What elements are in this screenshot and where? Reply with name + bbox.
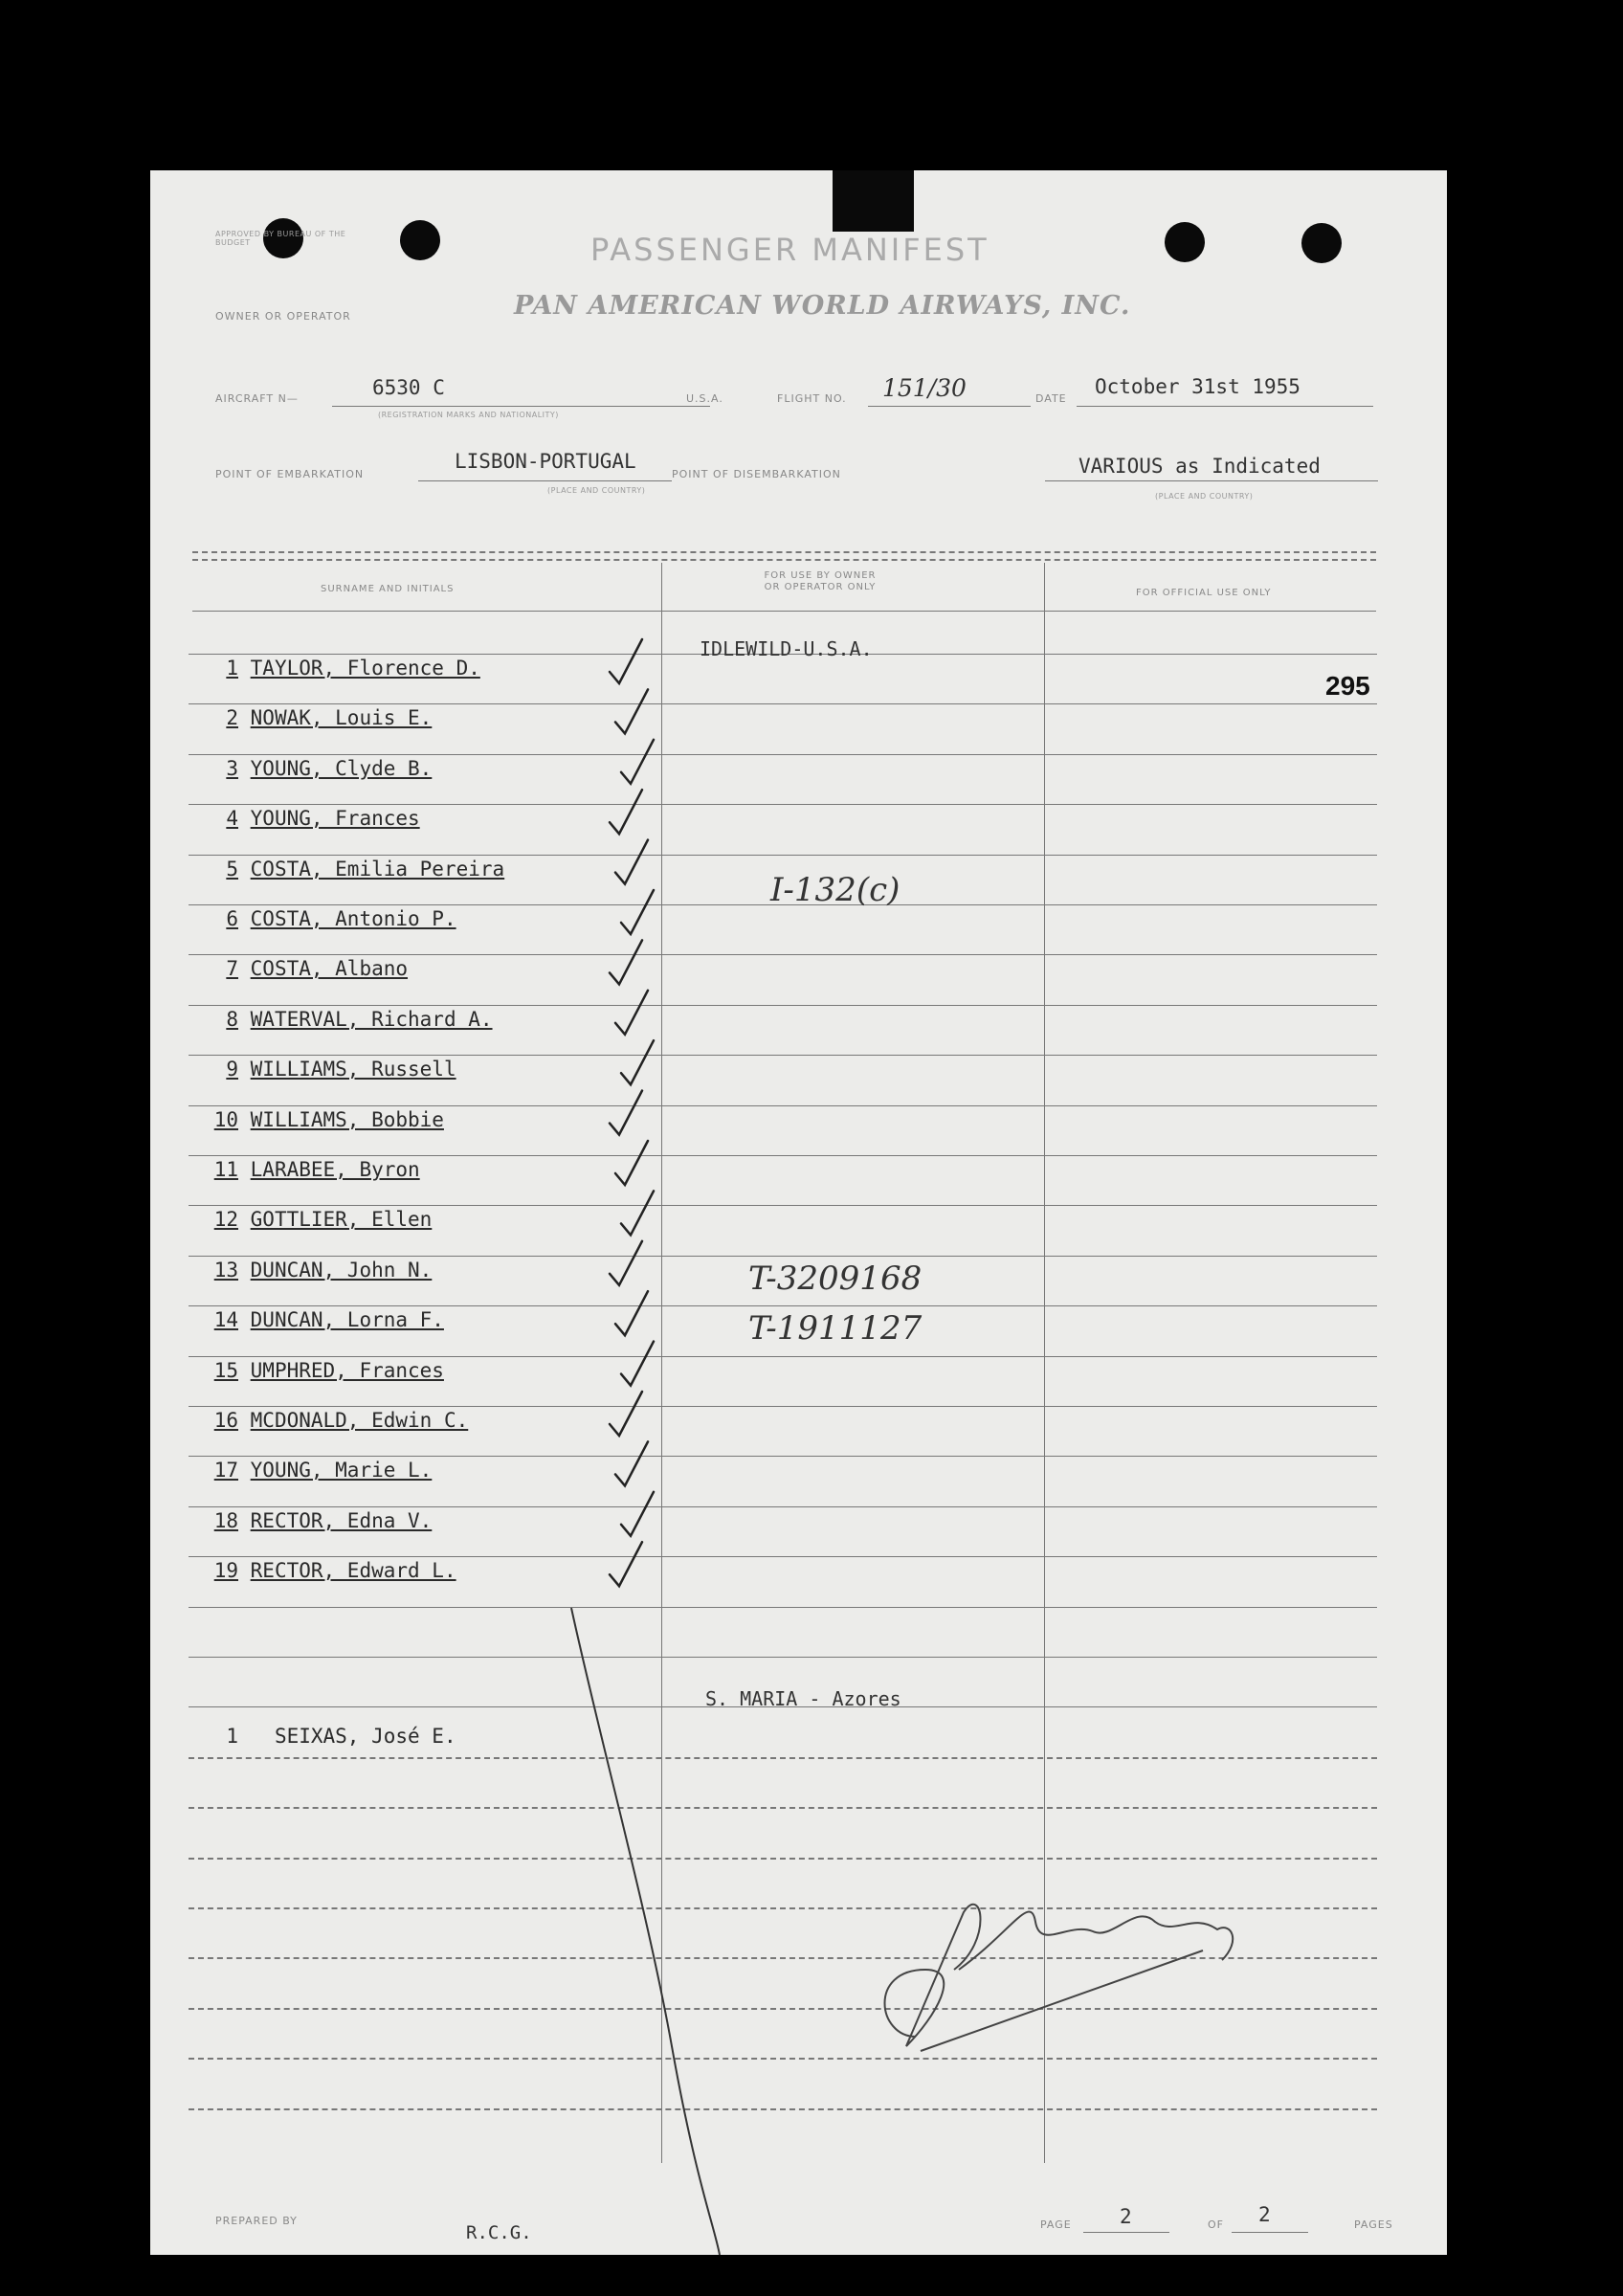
passenger-name: YOUNG, Marie L. <box>250 1459 433 1482</box>
handwritten-note-row13: T-3209168 <box>748 1259 923 1298</box>
check-mark <box>610 790 642 834</box>
check-mark <box>615 1291 648 1335</box>
column-header-official-use: FOR OFFICIAL USE ONLY <box>1136 588 1272 598</box>
passenger-number: 19 <box>213 1559 238 1583</box>
pages-label: PAGES <box>1354 2218 1393 2231</box>
passenger-number: 4 <box>226 807 238 831</box>
passenger-name: WILLIAMS, Bobbie <box>250 1107 444 1131</box>
check-mark <box>621 1191 654 1235</box>
passenger-number: 16 <box>213 1409 238 1432</box>
check-mark <box>615 840 648 884</box>
passenger-name: GOTTLIER, Ellen <box>250 1208 433 1232</box>
aircraft-note: (REGISTRATION MARKS AND NATIONALITY) <box>378 411 559 419</box>
passenger-number: 1 <box>226 1725 238 1748</box>
flight-label: FLIGHT NO. <box>777 392 847 405</box>
disembark-note: (PLACE AND COUNTRY) <box>1155 492 1254 501</box>
passenger-name: DUNCAN, John N. <box>250 1258 433 1282</box>
check-mark <box>615 689 648 733</box>
passenger-name: COSTA, Antonio P. <box>250 907 456 930</box>
passenger-name: TAYLOR, Florence D. <box>250 657 480 680</box>
passenger-name: COSTA, Emilia Pereira <box>250 857 505 881</box>
prepared-by-label: PREPARED BY <box>215 2215 298 2227</box>
owner-label: OWNER OR OPERATOR <box>215 310 351 323</box>
passenger-name: COSTA, Albano <box>250 957 409 981</box>
passenger-name: RECTOR, Edward L. <box>250 1559 456 1583</box>
passenger-number: 5 <box>226 857 238 881</box>
check-mark <box>610 940 642 984</box>
passenger-number: 15 <box>213 1358 238 1382</box>
page-label: PAGE <box>1040 2218 1072 2231</box>
passenger-number: 10 <box>213 1107 238 1131</box>
owner-name: PAN AMERICAN WORLD AIRWAYS, INC. <box>514 291 1131 321</box>
passenger-name: YOUNG, Clyde B. <box>250 756 433 780</box>
signature-mark <box>885 1905 1234 2051</box>
check-mark <box>621 1342 654 1386</box>
of-value: 2 <box>1258 2203 1271 2226</box>
passenger-name: WILLIAMS, Russell <box>250 1058 456 1081</box>
margin-pen-line <box>571 1608 720 2255</box>
passenger-number: 13 <box>213 1258 238 1282</box>
passenger-number: 12 <box>213 1208 238 1232</box>
manifest-title: PASSENGER MANIFEST <box>590 232 989 268</box>
embark-note: (PLACE AND COUNTRY) <box>547 486 646 495</box>
passenger-name: MCDONALD, Edwin C. <box>250 1409 469 1432</box>
passenger-number: 1 <box>226 657 238 680</box>
passenger-name: YOUNG, Frances <box>250 807 420 831</box>
passenger-number: 2 <box>226 706 238 730</box>
of-label: OF <box>1208 2218 1224 2231</box>
flight-value: 151/30 <box>882 374 967 402</box>
prepared-by-value: R.C.G. <box>466 2222 532 2243</box>
check-mark <box>615 991 648 1035</box>
passenger-name: WATERVAL, Richard A. <box>250 1007 493 1031</box>
budget-stamp: APPROVED BY BUREAU OF THE BUDGET <box>215 230 346 247</box>
passenger-number: 3 <box>226 756 238 780</box>
passenger-number: 8 <box>226 1007 238 1031</box>
page-value: 2 <box>1120 2205 1132 2228</box>
passenger-number: 18 <box>213 1508 238 1532</box>
check-mark <box>621 890 654 934</box>
handwriting-overlay <box>150 170 1447 2255</box>
aircraft-label: AIRCRAFT N— <box>215 392 299 405</box>
check-mark <box>615 1141 648 1185</box>
passenger-number: 11 <box>213 1158 238 1181</box>
passenger-number: 9 <box>226 1058 238 1081</box>
passenger-name: RECTOR, Edna V. <box>250 1508 433 1532</box>
handwritten-note-row5: I-132(c) <box>770 871 900 909</box>
manifest-sheet <box>150 170 1447 2255</box>
check-mark <box>621 1492 654 1536</box>
check-mark <box>621 1040 654 1084</box>
passenger-number: 6 <box>226 907 238 930</box>
usa-label: U.S.A. <box>686 392 723 405</box>
passenger-number: 14 <box>213 1308 238 1332</box>
passenger-name: SEIXAS, José E. <box>274 1725 456 1748</box>
date-label: DATE <box>1035 392 1067 405</box>
passenger-name: LARABEE, Byron <box>250 1158 420 1181</box>
column-header-owner-use: FOR USE BY OWNER OR OPERATOR ONLY <box>764 570 877 592</box>
embark-label: POINT OF EMBARKATION <box>215 468 365 480</box>
aircraft-value: 6530 C <box>372 376 445 399</box>
passenger-number: 7 <box>226 957 238 981</box>
disembark-label: POINT OF DISEMBARKATION <box>672 468 841 480</box>
handwritten-note-row14: T-1911127 <box>748 1309 923 1348</box>
check-mark <box>610 1542 642 1586</box>
passenger-name: DUNCAN, Lorna F. <box>250 1308 444 1332</box>
check-mark <box>615 1441 648 1485</box>
passenger-name: UMPHRED, Frances <box>250 1358 444 1382</box>
check-mark <box>610 1392 642 1436</box>
official-stamp-number: 295 <box>1325 671 1370 701</box>
group1-destination: IDLEWILD-U.S.A. <box>700 637 873 660</box>
column-header-surname: SURNAME AND INITIALS <box>321 584 455 594</box>
check-mark <box>621 740 654 784</box>
passenger-number: 17 <box>213 1459 238 1482</box>
embark-value: LISBON-PORTUGAL <box>455 450 636 473</box>
date-value: October 31st 1955 <box>1095 375 1301 398</box>
group2-destination: S. MARIA - Azores <box>705 1687 901 1710</box>
check-mark <box>610 1241 642 1285</box>
disembark-value: VARIOUS as Indicated <box>1078 455 1321 478</box>
passenger-name: NOWAK, Louis E. <box>250 706 433 730</box>
check-mark <box>610 639 642 683</box>
check-mark <box>610 1091 642 1135</box>
